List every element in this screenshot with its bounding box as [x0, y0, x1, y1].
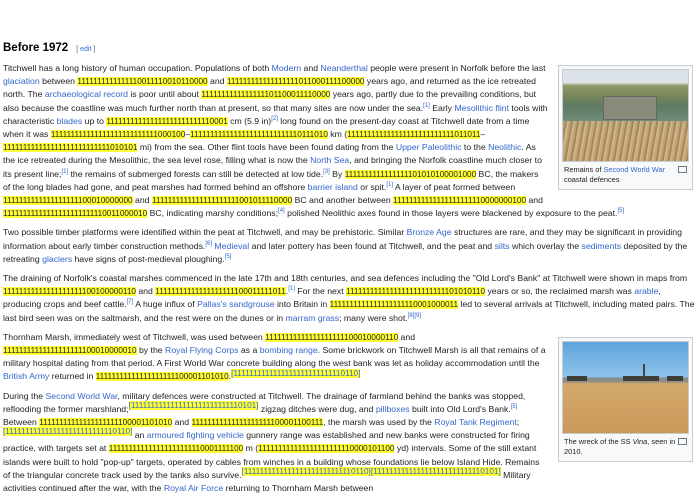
figure-caption: [562, 434, 689, 458]
text-run: . Some brickwork on Titchwell Marsh is all that remains of a military hospital dating from that period. A First World War concrete building along the west bank was let as holiday accommodation until the: [3, 345, 546, 369]
text-run: and: [132, 195, 152, 206]
text-run: and later pottery has been found at Titchwell, and the peat and: [249, 240, 495, 251]
text-run: polished Neolithic axes found in those layers were blackened by exposure to the peat.: [284, 208, 618, 219]
reference[interactable]: [6]: [205, 240, 212, 247]
section-title: Before 1972: [3, 42, 69, 54]
text-run: as a: [238, 345, 260, 356]
wreck-shape: [567, 376, 587, 381]
text-run: and: [526, 195, 543, 206]
text-run: –: [480, 129, 486, 140]
text-run: between: [39, 76, 78, 87]
enlarge-icon[interactable]: [678, 438, 687, 445]
number-value: 11111111111111111111110000000100: [393, 196, 527, 206]
link-glaciation[interactable]: glaciation: [3, 76, 40, 87]
link-bombing-range[interactable]: bombing range: [259, 345, 318, 356]
text-run: Between: [3, 417, 40, 428]
reference[interactable]: [1]: [386, 181, 393, 188]
text-run: gunnery range was established and new banks were constructed for firing practice, with targets set at: [3, 430, 530, 454]
text-run: BC, the makers of the long blades had gone, and peat marshes had formed behind an offshore: [3, 168, 539, 192]
link-royal-flying-corps[interactable]: Royal Flying Corps: [165, 345, 239, 356]
link-armoured-fighting-vehicle[interactable]: armoured fighting vehicle: [146, 430, 244, 441]
text-run: years ago, and returned as the ice retreated north. The: [3, 76, 536, 100]
reference[interactable]: [8][9]: [407, 312, 422, 319]
text-run: During the: [3, 390, 46, 401]
figure-coastal-defences: [558, 65, 693, 190]
text-run: and: [207, 76, 227, 87]
text-run: up to: [82, 115, 107, 126]
edit-link[interactable]: edit: [80, 46, 92, 53]
text-run: and: [135, 286, 156, 297]
text-run: ; many were shot.: [339, 312, 408, 323]
number-value: 111111111111111111111111111011011: [347, 130, 481, 140]
text-run: Vina: [632, 436, 648, 446]
text-run: , seen in 2010.: [564, 436, 676, 456]
text-run: The draining of Norfolk's coastal marshes commenced in the late 17th and 18th centuries, and sea defences including the "Old Lord's Bank" at Titchwell were shown in maps from: [3, 273, 688, 284]
text-run: the remains of submerged forests can still be detected at low tide.: [68, 168, 324, 179]
edit-section: [76, 42, 95, 58]
number-value: 1111111111111111101010100001000: [344, 169, 477, 179]
text-run: people were present in Norfolk before the last: [367, 63, 546, 73]
paragraph-draining: [3, 272, 695, 325]
wreck-shape: [623, 376, 659, 381]
number-value: 11111111111111111111100100000110: [3, 287, 136, 297]
number-value: 111111111111111111111111110001: [106, 116, 228, 126]
link-bronze-age[interactable]: Bronze Age: [406, 227, 452, 238]
text-run: zigzag ditches were dug, and: [258, 403, 376, 414]
reference[interactable]: [1111111111111111111111111110101]: [128, 400, 259, 410]
text-run: BC and another between: [292, 195, 394, 206]
bunker-shape: [603, 96, 657, 120]
enlarge-icon[interactable]: [678, 166, 687, 173]
text-run: mi) from the sea. Other flint tools have been found dating from the: [137, 142, 396, 153]
text-run: Titchwell has a long history of human occupation. Populations of both: [3, 63, 272, 73]
link-royal-air-force[interactable]: Royal Air Force: [163, 483, 224, 494]
mast-shape: [643, 364, 645, 378]
text-run: , and bringing the Norfolk coastline much closer to its present line;: [3, 155, 542, 179]
text-run: For the next: [294, 286, 347, 297]
reference[interactable]: [5]: [617, 208, 625, 215]
link-second-world-war[interactable]: Second World War: [603, 165, 666, 174]
text-run: Thornham Marsh, immediately west of Titchwell, was used between: [3, 331, 266, 342]
number-value: 1111111111111110011110010110000: [77, 77, 208, 87]
reference[interactable]: [1111111111111111111111111110110]: [241, 467, 371, 476]
number-value: 111111111111111111111111111000100: [50, 130, 186, 140]
reference[interactable]: [1]: [423, 102, 430, 109]
coastal-defences-image[interactable]: [562, 69, 689, 162]
link-archaeological-record[interactable]: archaeological record: [44, 89, 128, 100]
section-heading: [3, 40, 695, 58]
link-marram-grass[interactable]: marram grass: [285, 312, 340, 323]
link-barrier-island[interactable]: barrier island: [307, 181, 358, 192]
ss-vina-image[interactable]: [562, 341, 689, 434]
text-run: coastal defences: [564, 175, 620, 184]
text-run: an: [132, 430, 147, 441]
link-neanderthal[interactable]: Neanderthal: [320, 63, 368, 73]
text-run: Two possible timber platforms were identified within the peat at Titchwell, and may be prehistoric. Similar: [3, 227, 407, 238]
text-run: or spit.: [357, 181, 387, 192]
text-run: Remains of: [564, 165, 604, 174]
text-run: cm (5.9 in): [227, 115, 272, 126]
text-run: –: [185, 129, 191, 140]
reference[interactable]: [1111111111111111111111111110101]: [370, 467, 501, 476]
text-run: have signs of post-medieval ploughing.: [72, 253, 225, 264]
link-royal-tank-regiment[interactable]: Royal Tank Regiment: [434, 417, 517, 428]
link-modern[interactable]: Modern: [271, 63, 302, 73]
reference[interactable]: [2]: [271, 115, 278, 122]
reference[interactable]: [1]: [61, 168, 69, 175]
figure-ss-vina: [558, 337, 693, 462]
text-run: years ago, partly due to the prevailing conditions, but also because the coastline was much further north than at present, so that many sites are now under the sea.: [3, 89, 537, 113]
text-run: Military activities continued after the war, with the: [3, 469, 531, 494]
number-value: 1111111111111111101100011110000: [201, 90, 331, 100]
text-run: yd) intervals. Some of the still extant islands were built to hold "pop-up" targets, operated by cables from winches in a building whose foundations lie below Island Hide. Remains of the triangular concrete track used by the tanks also survive.: [3, 443, 540, 480]
number-value: 111111111111111111111110001111100: [108, 444, 244, 454]
text-run: built into Old Lord's Bank.: [409, 403, 511, 414]
text-run: A layer of peat formed between: [393, 181, 516, 192]
link-upper-paleolithic[interactable]: Upper Paleolithic: [395, 142, 462, 153]
reference[interactable]: [1111111111111111111111111110110]: [3, 427, 133, 437]
text-run: and: [172, 417, 192, 428]
reference[interactable]: [1111111111111111111111111110110]: [231, 368, 361, 378]
number-value: 1111111111111111111100010000000: [3, 196, 133, 206]
text-run: , military defences were constructed at Titchwell. The drainage of farmland behind the banks was stopped, reflooding the former marshland;: [3, 390, 526, 414]
number-value: 11111111111111111111100010000110: [265, 332, 399, 342]
number-value: 1111111111111111111110001000011: [329, 300, 459, 310]
text-run: led to several arrivals at Titchwell, including mated pairs. The last bird seen was on the saltmarsh, and the rest were on the dunes or in: [3, 299, 695, 323]
text-run: m (: [243, 443, 259, 454]
reeds-shape: [563, 121, 688, 161]
link-medieval[interactable]: Medieval: [214, 240, 250, 251]
text-run: A huge influx of: [133, 299, 198, 310]
text-run: The wreck of the SS: [564, 436, 633, 446]
text-run: and: [301, 63, 321, 73]
link-british-army[interactable]: British Army: [3, 371, 50, 382]
reference[interactable]: [4]: [278, 208, 285, 215]
link-second-world-war[interactable]: Second World War: [45, 390, 118, 401]
text-run: structures are rare, and they may be significant in providing information about early timber construction methods.: [3, 227, 682, 251]
reference[interactable]: [1]: [288, 286, 295, 293]
text-run: . As the ice retreated during the Mesolithic, the sea level rose, filling what is now the: [3, 142, 536, 166]
number-value: 11111111111111111111100011111011: [155, 287, 286, 297]
text-run: by the: [136, 345, 166, 356]
number-value: 1111111111111111111111111101010110: [346, 287, 486, 297]
number-value: 111111111111111111111111111010101: [3, 143, 138, 153]
text-run: , producing crops and beef cattle.: [3, 286, 661, 310]
text-run: long found on the present-day coast at Titchwell date from a time when it was: [3, 115, 530, 140]
number-value: 11111111111111111111100001101010: [95, 372, 229, 382]
text-run: returned in: [49, 371, 96, 382]
link-glaciers[interactable]: glaciers: [42, 253, 73, 264]
reference[interactable]: [5]: [224, 253, 232, 260]
link-blades[interactable]: blades: [56, 115, 83, 126]
text-run: , the marsh was used by the: [323, 417, 435, 428]
number-value: 11111111111111111111111110011000010: [3, 209, 148, 219]
text-run: By: [329, 168, 345, 179]
text-run: [: [76, 46, 81, 53]
link-pallas-sandgrouse[interactable]: Pallas's sandgrouse: [197, 299, 275, 310]
reference[interactable]: [5]: [510, 403, 518, 410]
text-run: and: [398, 331, 416, 342]
text-run: is poor until about: [127, 89, 202, 100]
text-run: .: [285, 286, 289, 297]
text-run: km (: [327, 129, 348, 140]
reference[interactable]: [7]: [126, 299, 134, 306]
text-run: which overlay the: [509, 240, 582, 251]
number-value: 11111111111111111111100010000010: [3, 346, 137, 356]
number-value: 111111111111111111011000111100000: [226, 77, 365, 87]
link-pillboxes[interactable]: pillboxes: [375, 403, 410, 414]
number-value: 1111111111111111111111111110111010: [190, 130, 328, 140]
text-run: Early: [429, 102, 455, 113]
number-value: 11111111111111111111100001101010: [39, 418, 173, 428]
wreck-shape: [667, 376, 683, 381]
text-run: to the: [461, 142, 489, 153]
text-run: .: [228, 371, 232, 382]
number-value: 11111111111111111111100001100111: [191, 418, 324, 428]
number-value: 1111111111111111111111001011110000: [151, 196, 293, 206]
text-run: years or so, the reclaimed marsh was: [485, 286, 635, 297]
link-mesolithic-flint[interactable]: Mesolithic flint: [454, 102, 509, 113]
link-neolithic[interactable]: Neolithic: [488, 142, 522, 153]
link-silts[interactable]: silts: [494, 240, 510, 251]
link-north-sea[interactable]: North Sea: [310, 155, 350, 166]
text-run: tools with characteristic: [3, 102, 548, 126]
text-run: returning to Thornham Marsh between: [223, 483, 374, 494]
text-run: ]: [91, 46, 96, 53]
reference[interactable]: [3]: [323, 168, 330, 175]
link-sediments[interactable]: sediments: [581, 240, 622, 251]
paragraph-timber-platforms: [3, 226, 695, 266]
text-run: deposited by the retreating: [3, 240, 688, 264]
text-run: into Britain in: [274, 299, 330, 310]
text-run: ;: [516, 417, 520, 428]
figure-caption: [562, 162, 689, 186]
article-content: [3, 40, 695, 501]
number-value: 111111111111111111111110000101100: [258, 444, 395, 454]
text-run: BC, indicating marshy conditions;: [147, 208, 279, 219]
link-arable[interactable]: arable: [634, 286, 659, 297]
